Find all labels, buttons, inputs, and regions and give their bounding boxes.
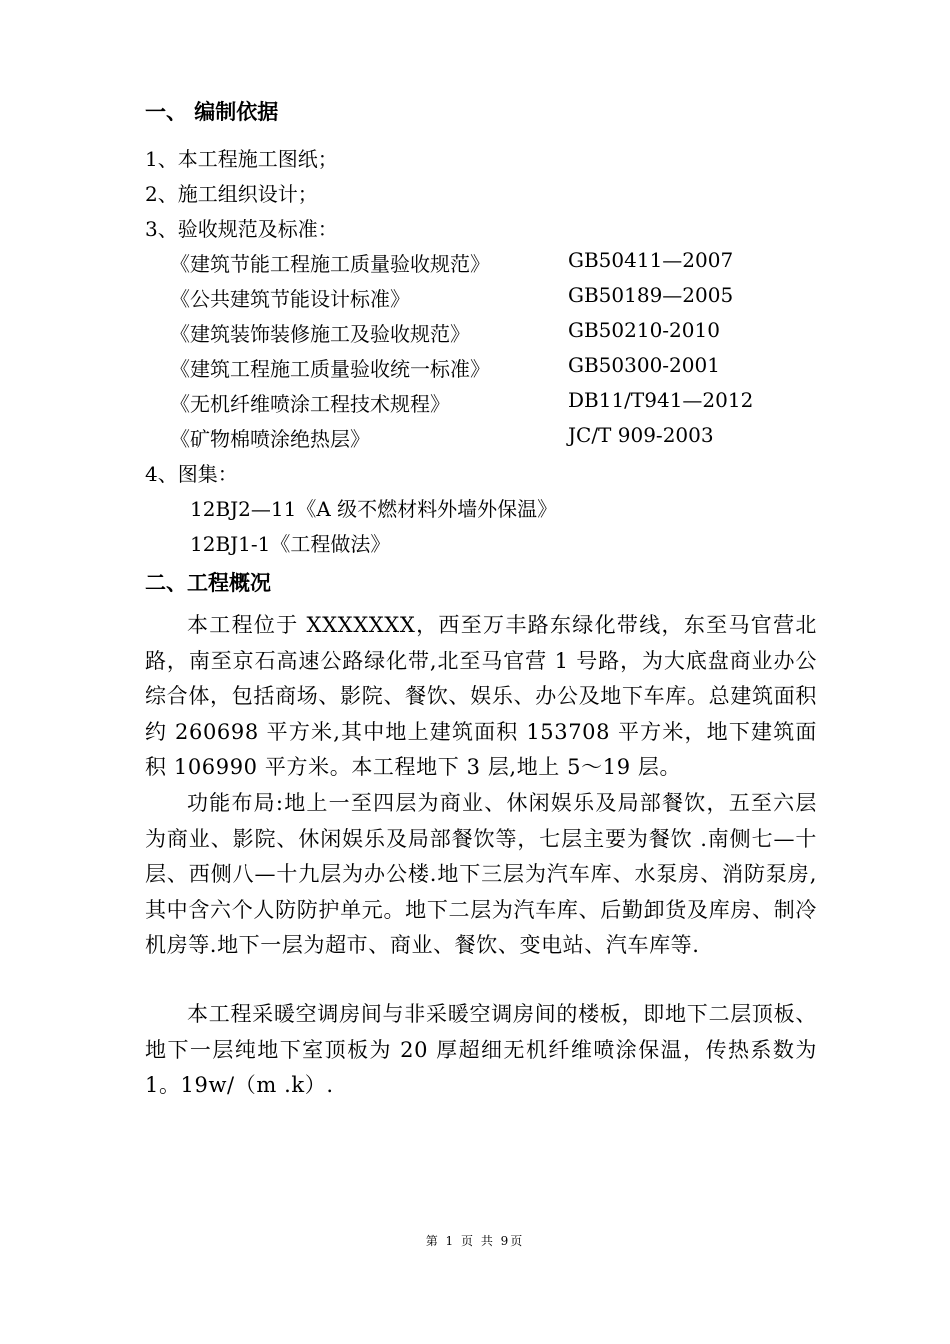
- overview-paragraph-2: 功能布局:地上一至四层为商业、休闲娱乐及局部餐饮，五至六层为商业、影院、休闲娱乐及局部餐饮等，七层主要为餐饮 .南侧七—十层、西侧八—十九层为办公楼.地下三层为汽车库、水泵房、消防泵房,其中含六个人防防护单元。地下二层为汽车库、后勤卸货及库房、制冷机房等.地下一层为超市、商业、餐饮、变电站、汽车库等.: [145, 791, 817, 957]
- section-2-heading: 二、工程概况: [145, 571, 271, 595]
- standard-code: JC/T 909-2003: [568, 423, 714, 447]
- standard-name: 《建筑节能工程施工质量验收规范》: [170, 252, 490, 276]
- standard-name: 《公共建筑节能设计标准》: [170, 287, 410, 311]
- overview-paragraph-3: 本工程采暖空调房间与非采暖空调房间的楼板，即地下二层顶板、地下一层纯地下室顶板为 20 厚超细无机纤维喷涂保温，传热系数为 1。19w/（m .k）.: [145, 1002, 817, 1097]
- atlas-item-1: 12BJ2—11《A 级不燃材料外墙外保温》: [190, 497, 558, 521]
- basis-item-3: 3、验收规范及标准：: [145, 217, 338, 241]
- standard-code: GB50210-2010: [568, 318, 720, 342]
- standard-name: 《建筑工程施工质量验收统一标准》: [170, 357, 490, 381]
- standard-code: GB50189—2005: [568, 283, 734, 307]
- atlas-label: 4、图集：: [145, 462, 238, 486]
- standard-code: GB50411—2007: [568, 248, 734, 272]
- atlas-item-2: 12BJ1-1《工程做法》: [190, 532, 391, 556]
- standard-code: DB11/T941—2012: [568, 388, 754, 412]
- standard-code: GB50300-2001: [568, 353, 720, 377]
- standard-name: 《矿物棉喷涂绝热层》: [170, 427, 370, 451]
- standard-name: 《无机纤维喷涂工程技术规程》: [170, 392, 450, 416]
- section-1-heading: 一、 编制依据: [145, 100, 279, 124]
- standard-name: 《建筑装饰装修施工及验收规范》: [170, 322, 470, 346]
- basis-item-1: 1、本工程施工图纸；: [145, 147, 338, 171]
- page-footer: 第 1 页 共 9页: [425, 1234, 525, 1248]
- overview-paragraph-1: 本工程位于 XXXXXXX，西至万丰路东绿化带线，东至马官营北路，南至京石高速公路绿化带,北至马官营 1 号路，为大底盘商业办公综合体，包括商场、影院、餐饮、娱乐、办公及地下车库。总建筑面积约 260698 平方米,其中地上建筑面积 153708 平方米，地下建筑面积 106990 平方米。本工程地下 3 层,地上 5～19 层。: [145, 613, 817, 779]
- basis-item-2: 2、施工组织设计；: [145, 182, 318, 206]
